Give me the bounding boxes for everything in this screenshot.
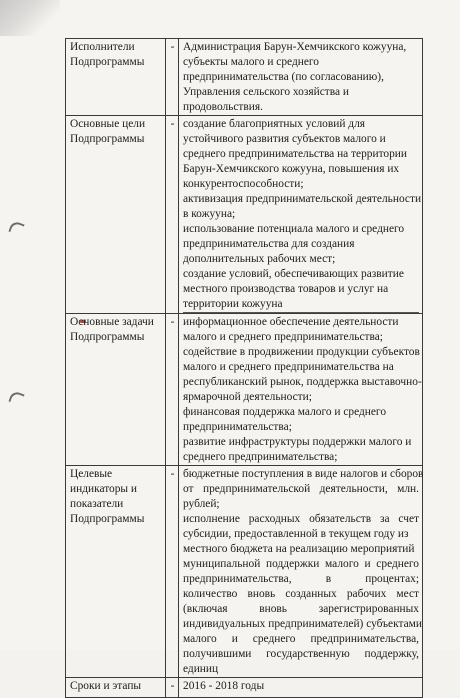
row-label-line: Основные цели (70, 118, 146, 130)
content-line: единиц (183, 663, 219, 675)
content-line: предпринимательства; (183, 421, 292, 433)
content-line: ярмарочной деятельности; (183, 391, 312, 403)
content-line: субсидии, предоставленной в текущем году из (183, 528, 409, 540)
row-dash: - (166, 39, 179, 116)
content-line: республиканский рынок, поддержка выставочно- (183, 376, 422, 388)
row-label-line: Подпрограммы (70, 331, 145, 343)
table-row (66, 314, 423, 466)
row-dash: - (166, 314, 179, 466)
content-line: конкурентоспособности; (183, 178, 304, 190)
content-line: Администрация Барун-Хемчикского кожууна, (183, 41, 407, 53)
row-content (179, 116, 423, 314)
content-line: в кожууна; (183, 208, 236, 220)
table-row (66, 116, 423, 314)
content-line: 2016 - 2018 годы (183, 680, 265, 692)
content-line: субъекты малого и среднего (183, 56, 319, 68)
row-label-line: Исполнители (70, 41, 135, 53)
row-label-line: Подпрограммы (70, 56, 145, 68)
content-line: среднего предпринимательства; (183, 451, 338, 463)
content-line: малого и среднего предпринимательства; (183, 331, 383, 343)
row-dash: - (166, 116, 179, 314)
row-label-line: Подпрограммы (70, 513, 145, 525)
row-label-line: Целевые (70, 468, 113, 480)
content-line: малого и среднего предпринимательства, (183, 633, 419, 645)
row-dash: - (166, 466, 179, 678)
table-row (66, 39, 423, 116)
hole-punch-mark (8, 220, 24, 236)
content-line: предпринимательства, в процентах; (183, 573, 419, 585)
row-label-line: Основные задачи (70, 316, 154, 328)
row-content (179, 314, 423, 466)
content-line: (включая вновь зарегистрированных (183, 603, 419, 615)
content-line: активизация предпринимательской деятельности (183, 193, 422, 205)
row-content (179, 39, 423, 116)
content-line: финансовая поддержка малого и среднего (183, 406, 387, 418)
content-line: исполнение расходных обязательств за счет (183, 513, 419, 525)
content-line: индивидуальных предпринимателей) субъектами (183, 618, 422, 630)
content-line: предпринимательства для создания (183, 238, 355, 250)
content-line: устойчивого развития субъектов малого и (183, 133, 386, 145)
content-line: получившими государственную поддержку, (183, 648, 419, 660)
content-line: развитие инфраструктуры поддержки малого и (183, 436, 412, 448)
content-line: предпринимательства (по согласованию), (183, 71, 384, 83)
content-line: информационное обеспечение деятельности (183, 316, 399, 328)
row-label-line: показатели (70, 498, 124, 510)
row-label (66, 466, 166, 678)
row-label (66, 678, 166, 698)
content-line: бюджетные поступления в виде налогов и сборов (183, 468, 424, 480)
row-label (66, 314, 166, 466)
row-label-line: Сроки и этапы (70, 680, 142, 692)
content-line: муниципальной поддержки малого и среднего (183, 558, 419, 570)
content-line: рублей; (183, 498, 220, 510)
content-line: местного бюджета на реализацию мероприятий (183, 543, 415, 555)
content-line: создание условий, обеспечивающих развитие (183, 268, 404, 280)
row-label-line: индикаторы и (70, 483, 138, 495)
subprogram-passport-table (65, 38, 423, 698)
page-corner-fold (0, 0, 60, 36)
content-line: содействие в продвижении продукции субъектов (183, 346, 420, 358)
content-line: от предпринимательской деятельности, млн. (183, 483, 419, 495)
row-content (179, 466, 423, 678)
content-line: местного производства товаров и услуг на (183, 283, 389, 295)
content-line: среднего предпринимательства на территории (183, 148, 408, 160)
hole-punch-mark (8, 390, 24, 406)
content-line: территории кожууна (183, 297, 419, 313)
row-label-line: Подпрограммы (70, 133, 145, 145)
row-label (66, 39, 166, 116)
row-content (179, 678, 423, 698)
table-row (66, 678, 423, 698)
content-line: Барун-Хемчикского кожууна, повышения их (183, 163, 400, 175)
row-label (66, 116, 166, 314)
content-line: использование потенциала малого и среднего (183, 223, 405, 235)
row-dash: - (166, 678, 179, 698)
content-line: дополнительных рабочих мест; (183, 253, 336, 265)
content-line: количество вновь созданных рабочих мест (183, 588, 419, 600)
table-row (66, 466, 423, 678)
content-line: малого и среднего предпринимательства на (183, 361, 394, 373)
content-line: Управления сельского хозяйства и (183, 86, 349, 98)
content-line: продовольствия. (183, 101, 263, 113)
content-line: создание благоприятных условий для (183, 118, 365, 130)
